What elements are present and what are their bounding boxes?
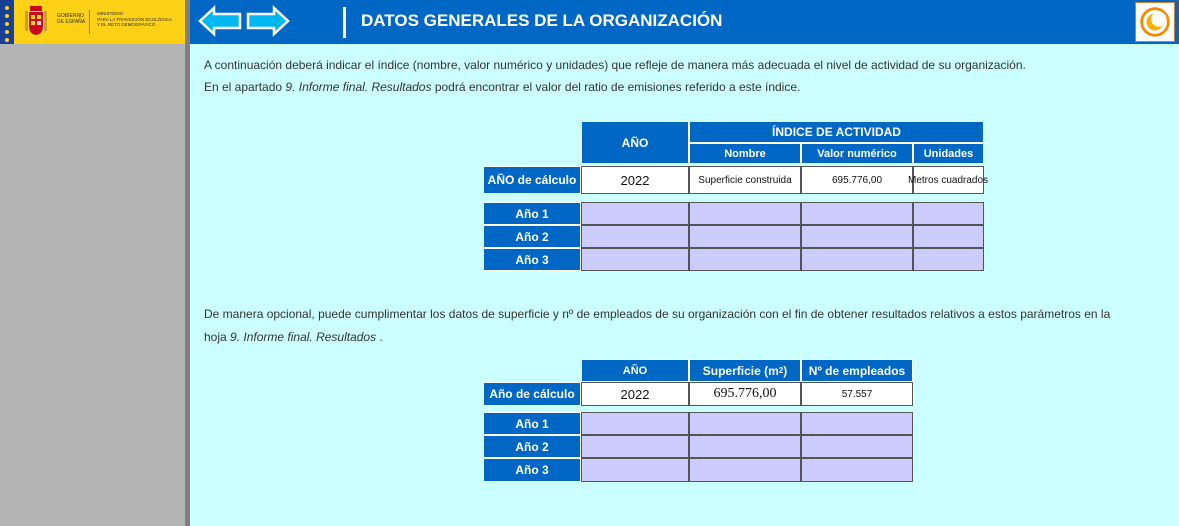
- optional-line-1: De manera opcional, puede cumplimentar los datos de superficie y nº de empleados de su organización con el fin de obtener resultados relativos a estos parámetros en la: [204, 307, 1111, 321]
- table2-row-label: Año 1: [483, 412, 581, 435]
- table1-year-header: AÑO: [581, 121, 689, 164]
- table2-cell[interactable]: [581, 435, 689, 458]
- table2-cell[interactable]: [689, 435, 801, 458]
- table2-calc-label: Año de cálculo: [483, 382, 581, 406]
- table1-calc-label: AÑO de cálculo: [483, 166, 581, 194]
- table2-calc-employees[interactable]: 57.557: [801, 382, 913, 406]
- table1-calc-year[interactable]: 2022: [581, 166, 689, 194]
- table1-units-header: Unidades: [913, 143, 984, 164]
- table2-row-label: Año 2: [483, 435, 581, 458]
- eu-flag-icon: [0, 0, 14, 44]
- optional-line-2: hoja 9. Informe final. Resultados .: [204, 330, 383, 344]
- table1-calc-units[interactable]: Metros cuadrados: [913, 166, 984, 194]
- table1-cell[interactable]: [689, 248, 801, 271]
- back-arrow-icon[interactable]: [198, 6, 242, 36]
- table1-value-header: Valor numérico: [801, 143, 913, 164]
- table1-activity-header: ÍNDICE DE ACTIVIDAD: [689, 121, 984, 143]
- table1-cell[interactable]: [801, 248, 913, 271]
- table1-cell[interactable]: [801, 225, 913, 248]
- table1-cell[interactable]: [801, 202, 913, 225]
- table2-cell[interactable]: [689, 458, 801, 482]
- forward-arrow-icon[interactable]: [246, 6, 290, 36]
- table2-row-label: Año 3: [483, 458, 581, 482]
- table2-cell[interactable]: [801, 412, 913, 435]
- table1-cell[interactable]: [913, 202, 984, 225]
- table2-employees-header: Nº de empleados: [801, 359, 913, 382]
- table2-surface-header: Superficie (m 2 ): [689, 359, 801, 382]
- table1-calc-name[interactable]: Superficie construida: [689, 166, 801, 194]
- table1-cell[interactable]: [581, 202, 689, 225]
- table1-cell[interactable]: [581, 225, 689, 248]
- table1-row-label: Año 3: [483, 248, 581, 271]
- table1-row-label: Año 2: [483, 225, 581, 248]
- table2-cell[interactable]: [581, 412, 689, 435]
- table1-name-header: Nombre: [689, 143, 801, 164]
- table1-calc-value[interactable]: 695.776,00: [801, 166, 913, 194]
- page-title: DATOS GENERALES DE LA ORGANIZACIÓN: [361, 11, 723, 30]
- coat-of-arms-icon: [22, 4, 50, 38]
- table1-cell[interactable]: [689, 225, 801, 248]
- table2-calc-year[interactable]: 2022: [581, 382, 689, 406]
- table1-cell[interactable]: [689, 202, 801, 225]
- government-label: GOBIERNO DE ESPAÑA: [57, 13, 86, 25]
- table2-cell[interactable]: [801, 458, 913, 482]
- table2-cell[interactable]: [689, 412, 801, 435]
- header-divider: [343, 7, 346, 38]
- table2-calc-surface[interactable]: 695.776,00: [689, 382, 801, 406]
- ministry-label: MINISTERIO PARA LA TRANSICIÓN ECOLÓGICA Y EL RETO DEMOGRÁFICO: [97, 11, 173, 27]
- header-bar: [190, 0, 1179, 44]
- table2-year-header: AÑO: [581, 359, 689, 382]
- table2-cell[interactable]: [801, 435, 913, 458]
- organization-logo: [1135, 2, 1175, 42]
- panel-separator: [185, 0, 190, 526]
- intro-line-2: En el apartado 9. Informe final. Resultados podrá encontrar el valor del ratio de emisiones referido a este índice.: [204, 80, 801, 94]
- table1-row-label: Año 1: [483, 202, 581, 225]
- table1-cell[interactable]: [581, 248, 689, 271]
- intro-line-1: A continuación deberá indicar el índice (nombre, valor numérico y unidades) que refleje de manera más adecuada el nivel de actividad de su organización.: [204, 58, 1026, 72]
- left-panel: [0, 0, 185, 526]
- table1-cell[interactable]: [913, 248, 984, 271]
- table1-cell[interactable]: [913, 225, 984, 248]
- table2-cell[interactable]: [581, 458, 689, 482]
- government-logo: [0, 0, 185, 44]
